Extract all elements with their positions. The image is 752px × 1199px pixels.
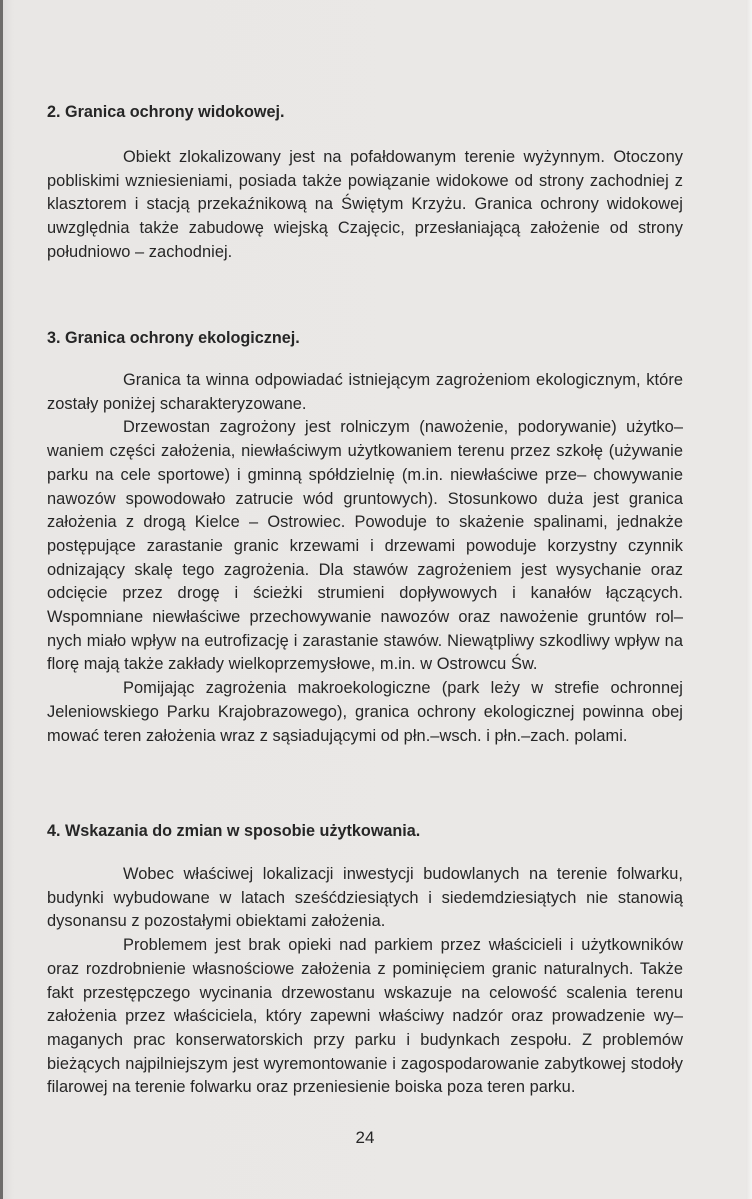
section-heading-2: 2. Granica ochrony widokowej. (47, 103, 285, 121)
section-heading-3: 3. Granica ochrony ekologicznej. (47, 329, 300, 347)
paragraph: Obiekt zlokalizowany jest na pofałdowanym terenie wyżynnym. Otoczony pobliskimi wzniesieniami, posiada także powiązanie widokowe od strony zachodniej z klasztorem i stacją przekaźnikową na Świętym Krzyżu. Granica ochrony widokowej uwzględnia także zabudowę wiejską Czajęcic, przesłaniającą założenie od strony południowo – zachodniej. (47, 148, 683, 261)
paragraph: Pomijając zagrożenia makroekologiczne (park leży w strefie ochronnej Jeleniowskiego Parku Krajobrazowego), granica ochrony ekologicznej powinna obej mować teren założenia wraz z sąsiadującymi od płn.–wsch. i płn.–zach. polami. (47, 679, 683, 745)
section-body-2 (47, 146, 683, 265)
section-body-3 (47, 369, 683, 748)
section-heading-4: 4. Wskazania do zmian w sposobie użytkowania. (47, 822, 421, 840)
paragraph: Wobec właściwej lokalizacji inwestycji budowlanych na terenie folwarku, budynki wybudowane w latach sześćdziesiątych i siedemdziesiątych nie stanowią dysonansu z pozostałymi obiektami założenia. (47, 865, 683, 931)
paragraph: Granica ta winna odpowiadać istniejącym zagrożeniom ekologicznym, które zostały poniżej scharakteryzowane. (47, 371, 683, 413)
section-body-4 (47, 863, 683, 1100)
paragraph: Drzewostan zagrożony jest rolniczym (nawożenie, podorywanie) użytko– waniem części założenia, niewłaściwym użytkowaniem terenu przez szkołę (używanie parku na cele sportowe) i gminną spółdzielnię (m.in. niewłaściwe prze– chowywanie nawozów spowodowało zatrucie wód gruntowych). Stosunkowo duża jest granica założenia z drogą Kielce – Ostrowiec. Powoduje to skażenie spalinami, jednakże postępujące zarastanie granic krzewami i drzewami powoduje korzystny czynnik odnizający skalę tego zagrożenia. Dla stawów zagrożeniem jest wysychanie oraz odcięcie przez drogę i ścieżki strumieni dopływowych i kanałów łączących. Wspomniane niewłaściwe przechowywanie nawozów oraz nawożenie gruntów rol– nych miało wpływ na eutrofizację i zarastanie stawów. Niewątpliwy szkodliwy wpływ na florę mają także zakłady wielkoprzemysłowe, m.in. w Ostrowcu Św. (47, 418, 683, 674)
page-number: 24 (355, 1128, 375, 1147)
paragraph: Problemem jest brak opieki nad parkiem przez właścicieli i użytkowników oraz rozdrobnienie własnościowe założenia z pominięciem granic naturalnych. Także fakt przestępczego wycinania drzewostanu wskazuje na celowość scalenia terenu założenia przez właściciela, który zapewni właściwy nadzór oraz prowadzenie wy– maganych prac konserwatorskich przy parku i budynkach zespołu. Z problemów bieżących najpilniejszym jest wyremontowanie i zagospodarowanie zabytkowej stodoły filarowej na terenie folwarku oraz przeniesienie boiska poza teren parku. (47, 936, 683, 1097)
